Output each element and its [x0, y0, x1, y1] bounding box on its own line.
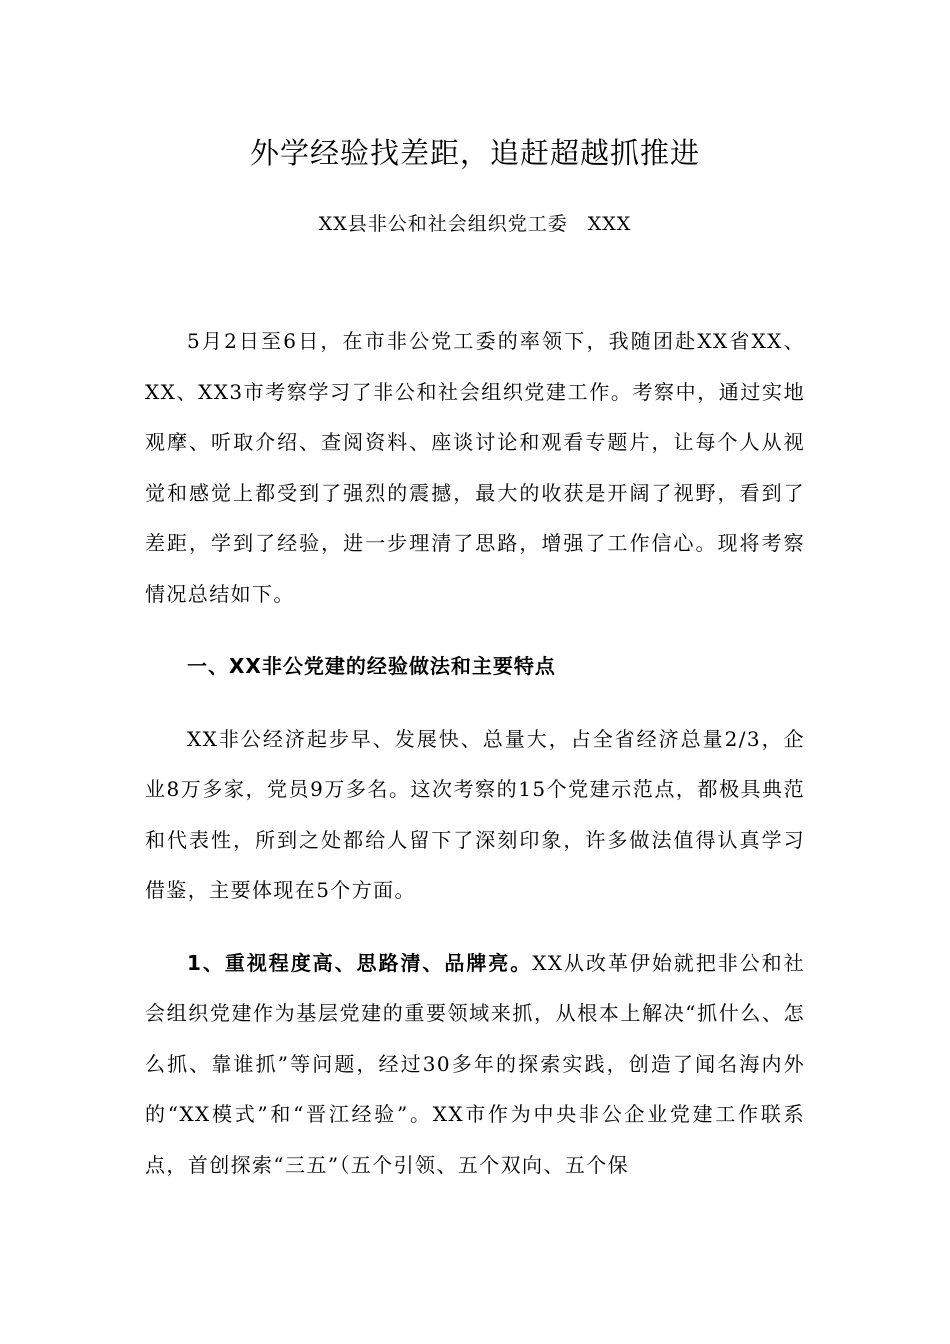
section-heading-1: 一、XX非公党建的经验做法和主要特点	[187, 654, 556, 678]
paragraph-overview: XX非公经济起步早、发展快、总量大，占全省经济总量2/3，企业8万多家，党员9万多名。这次考察的15个党建示范点，都极具典范和代表性，所到之处都给人留下了深刻印象，许多做法值得认真学习借鉴，主要体现在5个方面。	[145, 726, 805, 902]
paragraph-gap	[145, 916, 805, 938]
document-title: 外学经验找差距，追赶超越抓推进	[249, 136, 700, 170]
document-body	[145, 316, 805, 1190]
paragraph-intro: 5月2日至6日，在市非公党工委的率领下，我随团赴XX省XX、XX、XX3市考察学习了非公和社会组织党建工作。考察中，通过实地观摩、听取介绍、查阅资料、座谈讨论和观看专题片，让每个人从视觉和感觉上都受到了强烈的震撼，最大的收获是开阔了视野，看到了差距，学到了经验，进一步理清了思路，增强了工作信心。现将考察情况总结如下。	[145, 329, 805, 606]
paragraph-gap	[145, 692, 805, 714]
point-1-text: XX从改革伊始就把非公和社会组织党建作为基层党建的重要领域来抓，从根本上解决“抓什么、怎么抓、靠谁抓”等问题，经过30多年的探索实践，创造了闻名海内外的“XX模式”和“晋江经验”。XX市作为中央非公企业党建工作联系点，首创探索“三五”（五个引领、五个双向、五个保	[145, 950, 805, 1177]
paragraph-gap	[145, 619, 805, 641]
author-line: XX县非公和社会组织党工委 XXX	[318, 213, 632, 235]
point-1-lead: 1、重视程度高、思路清、品牌亮。	[187, 950, 533, 975]
paragraph-point-1	[145, 938, 805, 1191]
